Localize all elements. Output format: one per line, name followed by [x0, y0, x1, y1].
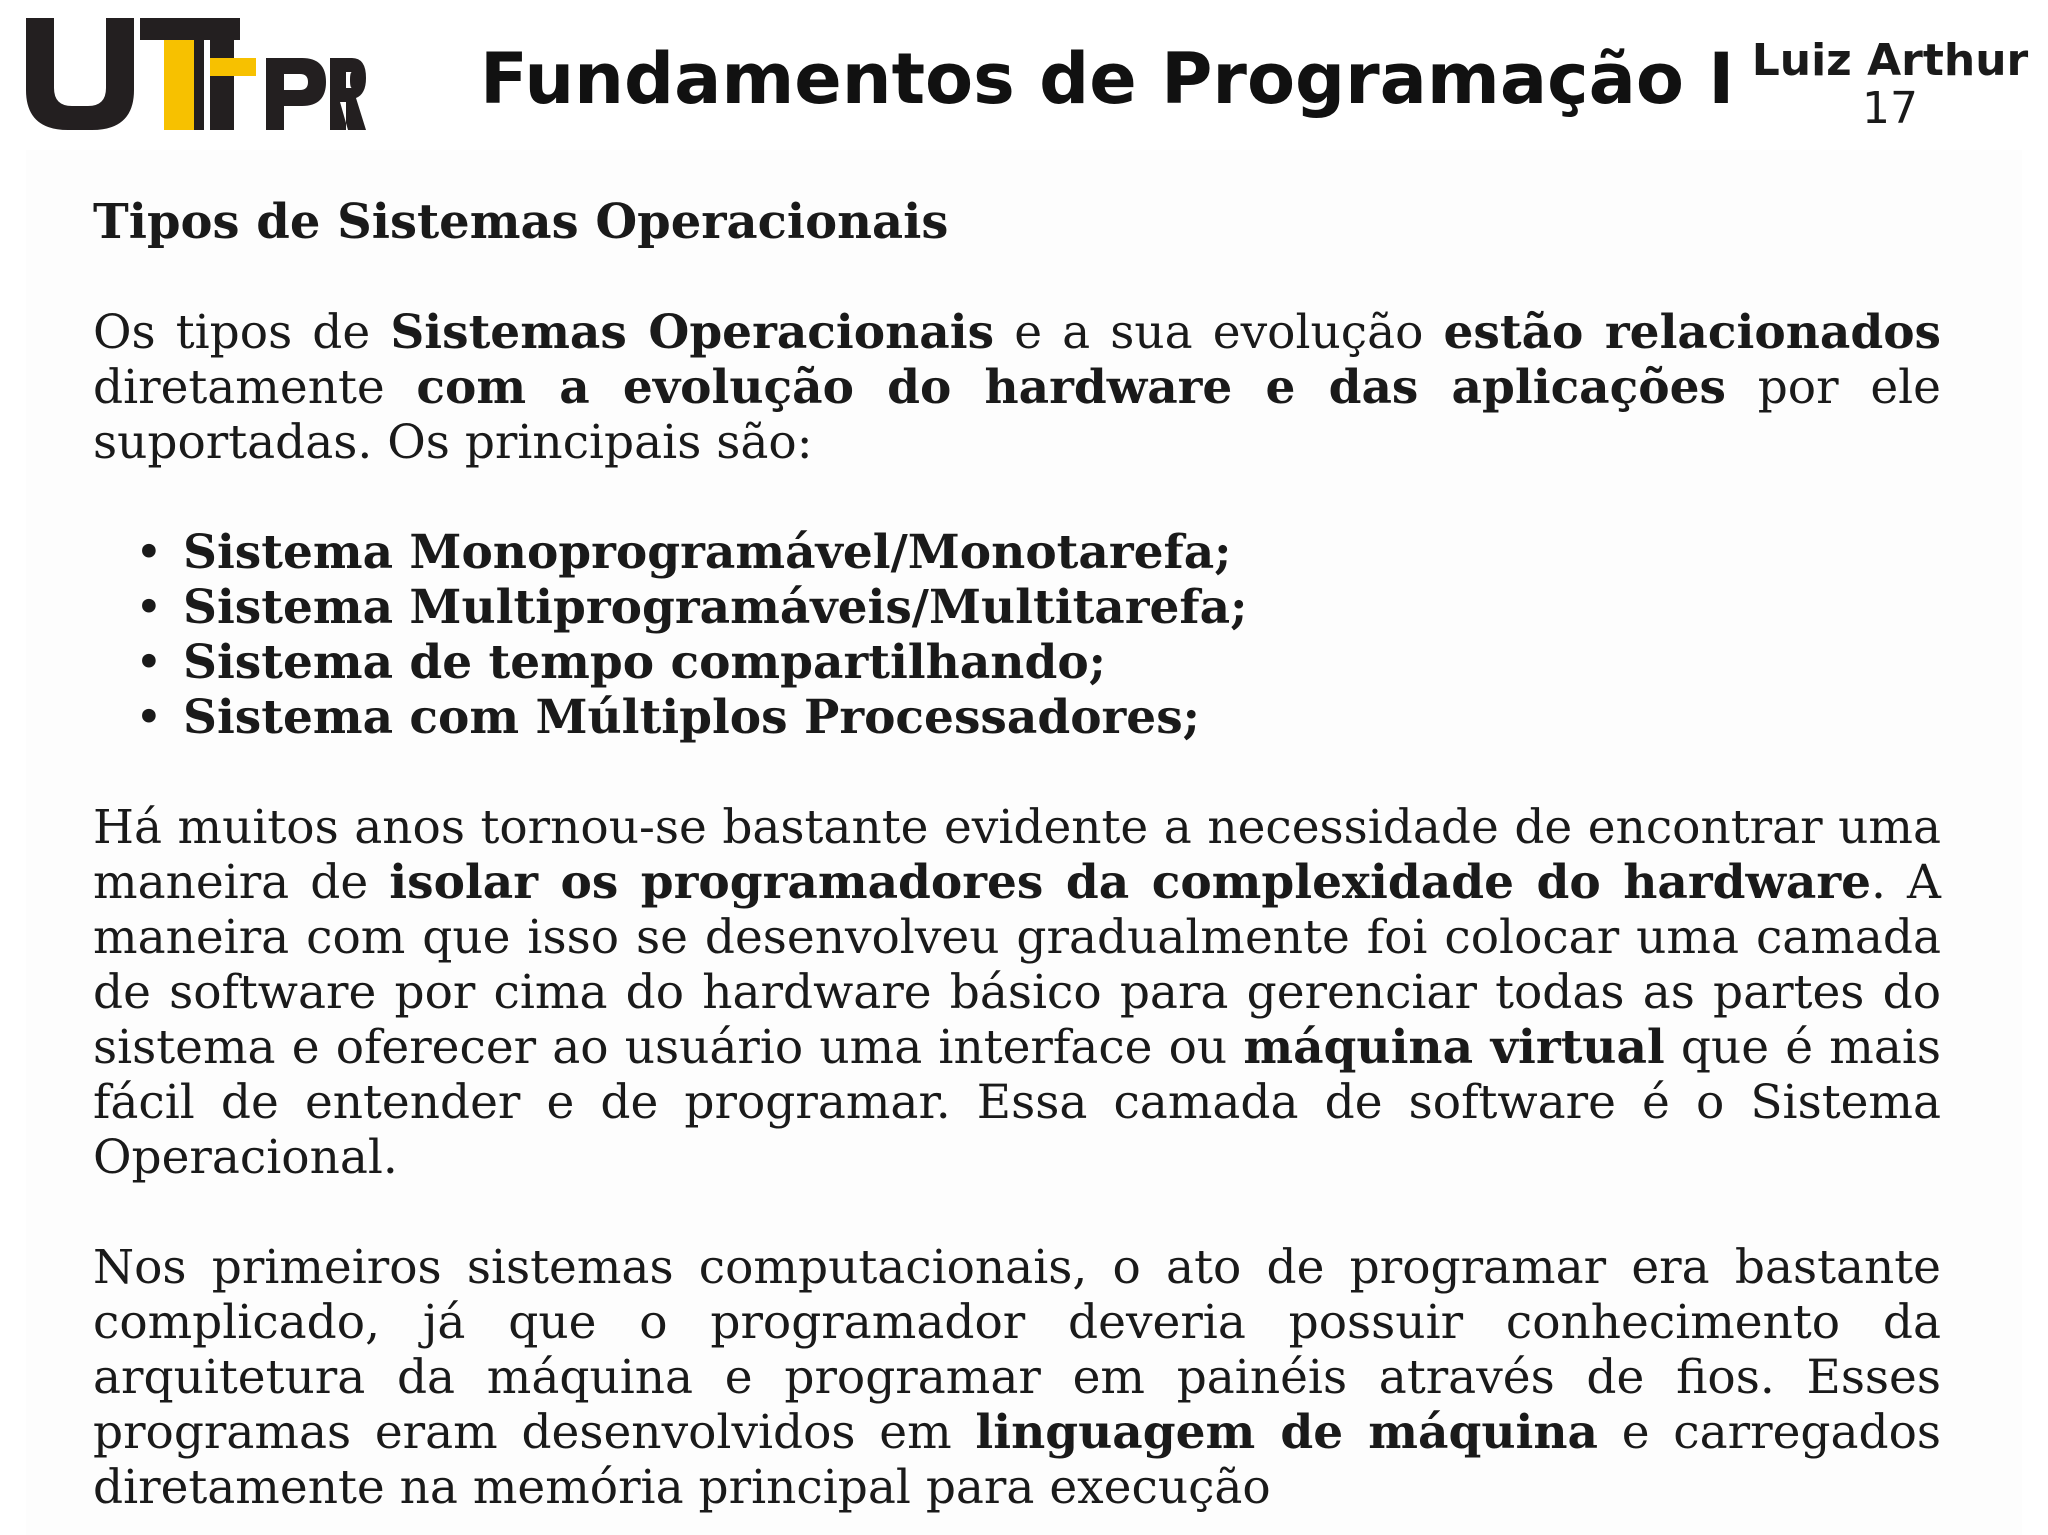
emphasis-linguagem-de-maquina: linguagem de máquina: [975, 1405, 1599, 1460]
bullet-icon: •: [135, 525, 163, 580]
emphasis-sistemas-operacionais: Sistemas Operacionais: [390, 305, 995, 360]
emphasis-maquina-virtual: máquina virtual: [1243, 1020, 1665, 1075]
virtual-machine-paragraph: Há muitos anos tornou-se bastante evidente a necessidade de encontrar uma maneira de isolar os programadores da complexidade do hardware. A maneira com que isso se desenvolveu gradualmente foi colocar uma camada de software por cima do hardware básico para gerenciar todas as partes do sistema e oferecer ao usuário uma interface ou máquina virtual que é mais fácil de entender e de programar. Essa camada de software é o Sistema Operacional.: [93, 800, 1941, 1185]
bullet-icon: •: [135, 690, 163, 745]
list-item: • Sistema com Múltiplos Processadores;: [135, 690, 1201, 745]
bullet-icon: •: [135, 580, 163, 635]
emphasis-estao-relacionados: estão relacionados: [1443, 305, 1942, 360]
page-number: 17: [1862, 83, 1918, 134]
emphasis-isolar-programadores: isolar os programadores da complexidade do hardware: [389, 855, 1872, 910]
slide-content: [93, 195, 1941, 1515]
logo-letter-p: [266, 58, 326, 130]
logo-letter-u: [26, 18, 134, 130]
section-title: Tipos de Sistemas Operacionais: [93, 194, 949, 250]
logo-letter-r: [330, 58, 366, 130]
emphasis-evolucao-hardware: com a evolução do hardware e das aplicações: [416, 360, 1726, 415]
logo-letter-f-bar: [210, 58, 256, 76]
slide-header: [0, 0, 2048, 150]
bullet-icon: •: [135, 635, 163, 690]
course-title: Fundamentos de Programação I: [480, 38, 1735, 120]
logo-letter-t-stem: [164, 40, 194, 130]
list-item: • Sistema Multiprogramáveis/Multitarefa;: [135, 580, 1248, 635]
intro-paragraph: Os tipos de Sistemas Operacionais e a sua evolução estão relacionados diretamente com a evolução do hardware e das aplicações por ele suportadas. Os principais são:: [93, 305, 1942, 470]
author-name: Luiz Arthur: [1751, 35, 2029, 86]
utfpr-logo: [26, 18, 366, 130]
os-types-list: [93, 525, 1941, 745]
early-systems-paragraph: Nos primeiros sistemas computacionais, o ato de programar era bastante complicado, já que o programador deveria possuir conhecimento da arquitetura da máquina e programar em painéis através de fios. Esses programas eram desenvolvidos em linguagem de máquina e carregados diretamente na memória principal para execução: [93, 1240, 1941, 1515]
logo-letter-f-stem: [210, 40, 234, 130]
author-block: [1740, 36, 2040, 132]
logo-letter-t-bar: [140, 18, 240, 40]
list-item: • Sistema de tempo compartilhando;: [135, 635, 1107, 690]
list-item: • Sistema Monoprogramável/Monotarefa;: [135, 525, 1232, 580]
